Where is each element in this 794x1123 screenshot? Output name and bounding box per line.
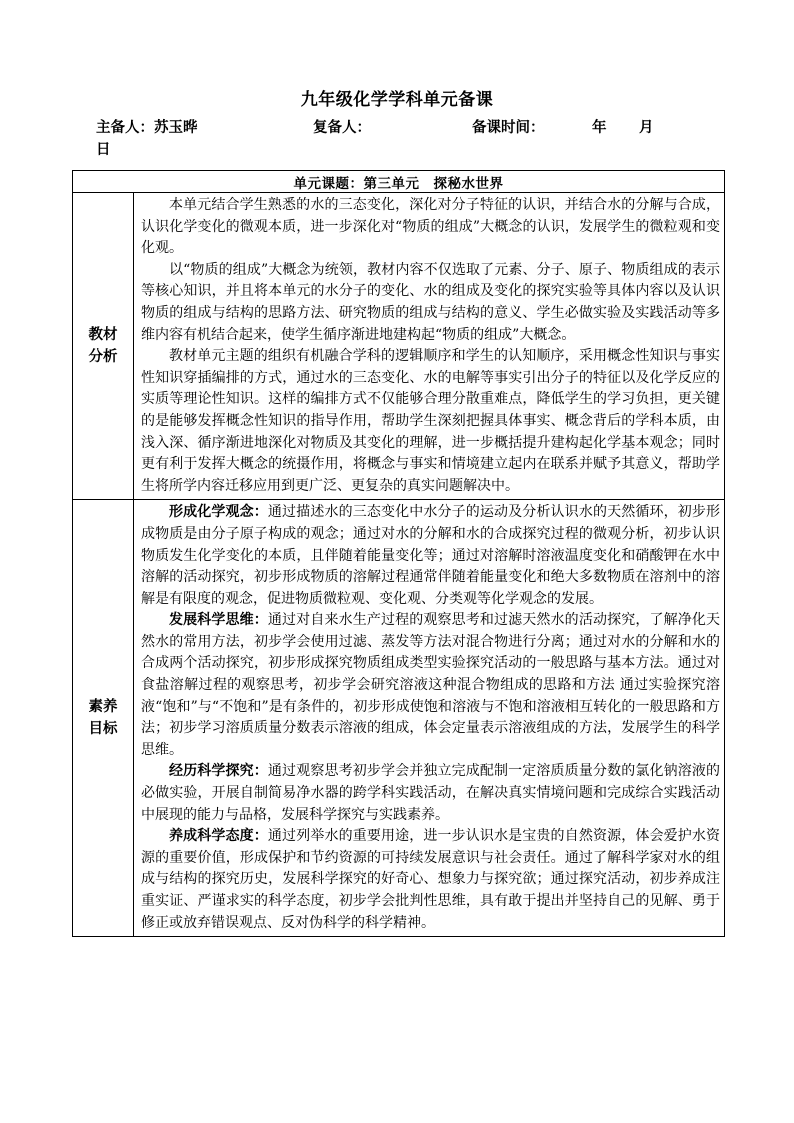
goal-text: 通过对自来水生产过程的观察思考和过滤天然水的活动探究，了解净化天然水的常用方法，初步学会使用过滤、蒸发等方法对混合物进行分离；通过对水的分解和水的合成两个活动探究，初步形成探究物质组成类型实验探究活动的一般思路与基本方法。通过对食盐溶解过程的观察思考，初步学会研究溶液这种混合物组成的思路和方法 通过实验探究溶液“饱和”与“不饱和”是有条件的，初步形成使饱和溶液与不饱和溶液相互转化的一般思路和方法；初步学习溶质质量分数表示溶液的组成，体会定量表示溶液组成的方法，发展学生的科学思维。 (141, 612, 720, 758)
day-label: 日 (96, 142, 111, 158)
goal-heading: 养成科学态度： (169, 828, 268, 845)
analysis-paragraph: 教材单元主题的组织有机融合学科的逻辑顺序和学生的认知顺序，采用概念性知识与事实性知识穿插编排的方式，通过水的三态变化、水的电解等事实引出分子的特征以及化学反应的实质等理论性知识。这样的编排方式不仅能够合理分散重难点，降低学生的学习负担，更关键的是能够发挥概念性知识的指导作用，帮助学生深刻把握具体事实、概念背后的学科本质，由浅入深、循序渐进地深化对物质及其变化的理解，进一步概括提升建构起化学基本观念；同时更有利于发挥大概念的统摄作用，将概念与事实和情境建立起内在联系并赋予其意义，帮助学生将所学内容迁移应用到更广泛、更复杂的真实问题解决中。 (141, 348, 720, 494)
goals-row (73, 500, 725, 937)
analysis-label (73, 193, 134, 500)
goal-heading: 经历科学探究： (169, 763, 268, 780)
goal-item (141, 826, 720, 934)
goals-content (134, 500, 725, 937)
goals-label-line1: 素养 (88, 699, 118, 716)
analysis-label-line2: 分析 (88, 349, 118, 366)
goal-item (141, 761, 720, 826)
year-label: 年 (592, 120, 607, 136)
goal-text: 通过描述水的三态变化中水分子的运动及分析认识水的天然循环，初步形成物质是由分子原子构成的观念；通过对水的分解和水的合成探究过程的微观分析，初步认识物质发生化学变化的本质，且伴随着能量变化等；通过对溶解时溶液温度变化和硝酸钾在水中溶解的活动探究，初步形成物质的溶解过程通常伴随着能量变化和绝大多数物质在溶剂中的溶解是有限度的观念，促进物质微粒观、变化观、分类观等化学观念的发展。 (141, 504, 720, 607)
analysis-content (134, 193, 725, 500)
analysis-row (73, 193, 725, 500)
analysis-paragraph: 本单元结合学生熟悉的水的三态变化，深化对分子特征的认识，并结合水的分解与合成，认识化学变化的微观本质，进一步深化对“物质的组成”大概念的认识，发展学生的微粒观和变化观。 (141, 197, 720, 257)
goal-text: 通过观察思考初步学会并独立完成配制一定溶质质量分数的氯化钠溶液的必做实验，开展自制简易净水器的跨学科实践活动，在解决真实情境问题和完成综合实践活动中展现的能力与品格，发展科学探究与实践素养。 (141, 763, 720, 823)
goal-heading: 形成化学观念： (169, 504, 268, 521)
analysis-label-line1: 教材 (88, 327, 118, 344)
month-label: 月 (639, 120, 654, 136)
unit-title-row (73, 171, 725, 193)
preparer-label: 主备人：苏玉晔 (96, 120, 198, 136)
page-title: 九年级化学学科单元备课 (300, 90, 494, 110)
goal-item (141, 610, 720, 761)
reviewer-label: 复备人： (313, 120, 371, 136)
goal-heading: 发展科学思维： (169, 612, 268, 629)
goal-item (141, 502, 720, 610)
unit-title: 单元课题：第三单元 探秘水世界 (73, 171, 725, 193)
analysis-paragraph: 以“物质的组成”大概念为统领，教材内容不仅选取了元素、分子、原子、物质组成的表示等核心知识，并且将本单元的水分子的变化、水的组成及变化的探究实验等具体内容以及认识物质的组成与结构的思路方法、研究物质的组成与结构的意义、学生必做实验及实践活动等多维内容有机结合起来，使学生循序渐进地建构起“物质的组成”大概念。 (141, 261, 720, 343)
goal-text: 通过列举水的重要用途，进一步认识水是宝贵的自然资源，体会爱护水资源的重要价值，形成保护和节约资源的可持续发展意识与社会责任。通过了解科学家对水的组成与结构的探究历史，发展科学探究的好奇心、想象力与探究欲；通过探究活动，初步养成注重实证、严谨求实的科学态度，初步学会批判性思维，具有敢于提出并坚持自己的见解、勇于修正或放弃错误观点、反对伪科学的科学精神。 (141, 828, 720, 931)
goals-label-line2: 目标 (88, 721, 118, 738)
time-label: 备课时间： (472, 120, 545, 136)
goals-label (73, 500, 134, 937)
lesson-plan-table (72, 170, 725, 937)
